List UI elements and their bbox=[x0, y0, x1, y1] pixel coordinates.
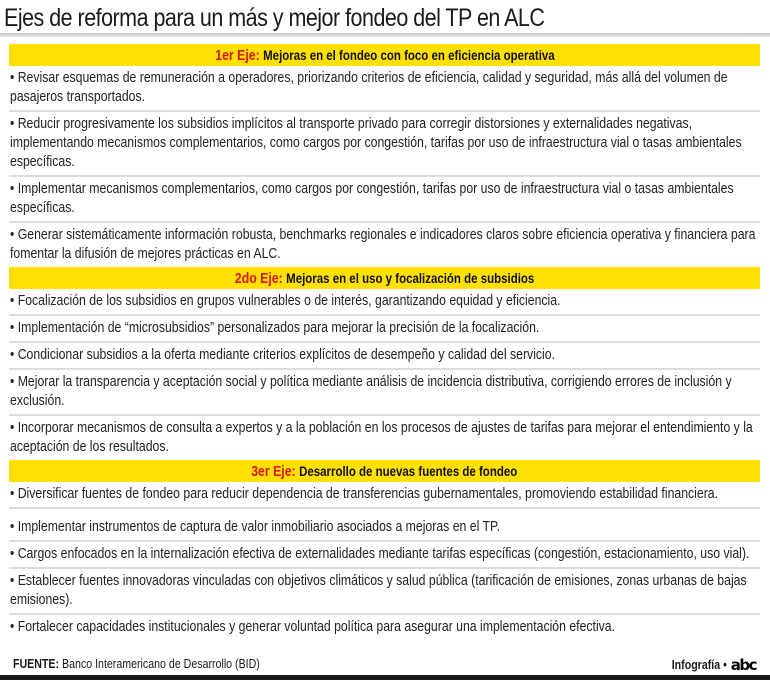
eje-title: Mejoras en el uso y focalización de subsidios bbox=[286, 270, 535, 286]
credit-label: Infografía • bbox=[671, 658, 727, 672]
list-item: • Revisar esquemas de remuneración a operadores, priorizando criterios de eficiencia, calidad y seguridad, más allá del volumen de pasajeros transportados. bbox=[9, 66, 760, 112]
title-divider bbox=[0, 33, 770, 37]
eje-section-2 bbox=[9, 267, 760, 460]
eje-header-3 bbox=[9, 460, 760, 482]
eje-title: Mejoras en el fondeo con foco en eficiencia operativa bbox=[262, 47, 555, 63]
list-item: • Implementar mecanismos complementarios, como cargos por congestión, tarifas por uso de infraestructura vial o tasas ambientales específicas. bbox=[9, 177, 760, 223]
source-label: FUENTE: bbox=[13, 657, 60, 671]
eje-number: 1er Eje: bbox=[214, 47, 260, 64]
list-item: • Implementación de “microsubsidios” personalizados para mejorar la precisión de la focalización. bbox=[9, 316, 760, 343]
eje-header-1 bbox=[9, 44, 760, 66]
list-item: • Cargos enfocados en la internalización efectiva de externalidades mediante tarifas específicas (congestión, estacionamiento, uso vial). bbox=[9, 542, 760, 569]
source-text: Banco Interamericano de Desarrollo (BID) bbox=[62, 657, 260, 671]
list-item: • Fortalecer capacidades institucionales y generar voluntad política para asegurar una implementación efectiva. bbox=[10, 619, 616, 635]
list-item: • Reducir progresivamente los subsidios implícitos al transporte privado para corregir distorsiones y externalidades negativas, implementando mecanismos complementarios, como cargos por congestión, tarifas por uso de infraestructura vial o tasas ambientales específicas. bbox=[9, 112, 760, 177]
list-item: • Establecer fuentes innovadoras vinculadas con objetivos climáticos y salud pública (tarificación de emisiones, zonas urbanas de bajas emisiones). bbox=[9, 569, 760, 615]
reform-axes-content bbox=[9, 44, 760, 640]
list-item: • Generar sistemáticamente información robusta, benchmarks regionales e indicadores claros sobre eficiencia operativa y financiera para fomentar la difusión de mejores prácticas en ALC. bbox=[10, 227, 756, 262]
source-note bbox=[13, 657, 260, 671]
abc-logo-icon: abc bbox=[730, 656, 756, 674]
list-item: • Focalización de los subsidios en grupos vulnerables o de interés, garantizando equidad y eficiencia. bbox=[9, 289, 760, 316]
eje-number: 2do Eje: bbox=[234, 270, 283, 287]
eje-section-3 bbox=[9, 460, 760, 640]
list-item: • Mejorar la transparencia y aceptación social y política mediante análisis de incidencia distributiva, corrigiendo errores de inclusión y exclusión. bbox=[9, 370, 760, 416]
list-item: • Incorporar mecanismos de consulta a expertos y a la población en los procesos de ajustes de tarifas para mejorar el entendimiento y la aceptación de los resultados. bbox=[10, 420, 753, 455]
credit bbox=[662, 656, 756, 674]
list-item: • Implementar instrumentos de captura de valor inmobiliario asociados a mejoras en el TP. bbox=[9, 509, 760, 542]
list-item: • Condicionar subsidios a la oferta mediante criterios explícitos de desempeño y calidad del servicio. bbox=[9, 343, 760, 370]
page-title: Ejes de reforma para un más y mejor fondeo del TP en ALC bbox=[4, 4, 545, 32]
eje-number: 3er Eje: bbox=[251, 463, 296, 480]
eje-title: Desarrollo de nuevas fuentes de fondeo bbox=[299, 463, 518, 479]
list-item: • Diversificar fuentes de fondeo para reducir dependencia de transferencias gubernamentales, promoviendo estabilidad financiera. bbox=[9, 482, 760, 509]
footer-divider bbox=[0, 675, 770, 680]
eje-header-2 bbox=[9, 267, 760, 289]
eje-section-1 bbox=[9, 44, 760, 267]
